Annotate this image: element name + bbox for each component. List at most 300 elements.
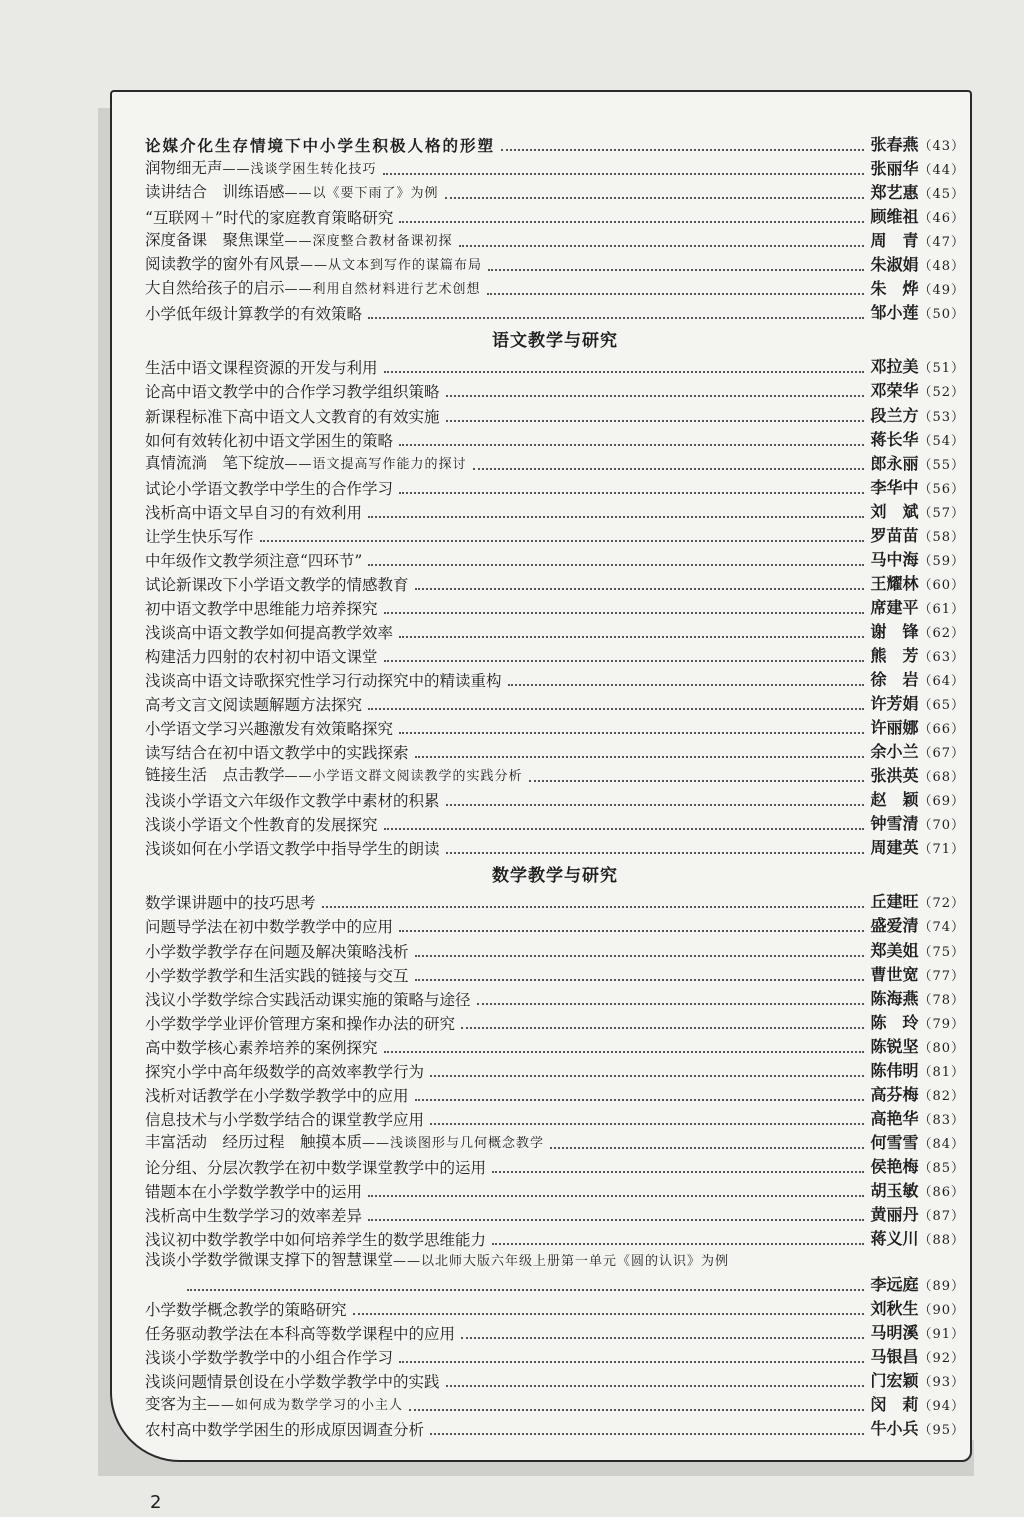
dot-leader — [384, 828, 865, 830]
entry-main-title: 论高中语文教学中的合作学习教学组织策略 — [145, 383, 440, 402]
entry-author — [870, 1062, 965, 1084]
entry-author — [870, 208, 965, 230]
entry-title — [145, 648, 378, 669]
toc-entry — [145, 915, 965, 939]
entry-author — [870, 1324, 965, 1346]
entry-page: （90） — [918, 1303, 965, 1319]
entry-author — [870, 791, 965, 813]
entry-page: （55） — [918, 457, 965, 473]
entry-page: （82） — [918, 1088, 965, 1104]
entry-main-title: 构建活力四射的农村初中语文课堂 — [145, 647, 378, 666]
entry-page: （81） — [918, 1064, 965, 1080]
entry-author — [870, 695, 965, 717]
dot-leader — [446, 420, 865, 422]
entry-author — [870, 407, 965, 429]
entry-page: （95） — [918, 1423, 965, 1439]
entry-author — [870, 551, 965, 573]
dot-leader — [445, 197, 865, 199]
dot-leader — [399, 732, 864, 734]
entry-author-name: 郑艺惠 — [870, 183, 919, 203]
entry-page: （91） — [918, 1327, 965, 1343]
entry-author-name: 马银昌 — [870, 1347, 919, 1367]
dot-leader — [446, 804, 865, 806]
entry-page: （58） — [918, 529, 965, 545]
toc-entry — [145, 1418, 965, 1442]
entry-author-name: 门宏颖 — [870, 1371, 919, 1391]
entry-page: （77） — [918, 968, 965, 984]
entry-title — [145, 894, 316, 915]
dot-leader — [446, 1385, 865, 1387]
entry-author-name: 侯艳梅 — [870, 1156, 919, 1176]
entry-title — [145, 1039, 378, 1060]
entry-subtitle: ——小学语文群文阅读教学的实践分析 — [284, 769, 523, 785]
dot-leader — [399, 1361, 864, 1363]
entry-author-name: 张丽华 — [870, 159, 919, 179]
entry-author-name: 王耀林 — [870, 573, 919, 593]
entry-author — [870, 527, 965, 549]
entry-author — [870, 479, 965, 501]
entry-page: （54） — [918, 433, 965, 449]
entry-author — [870, 990, 965, 1012]
entry-title — [145, 1349, 393, 1370]
entry-author-name: 曹世宽 — [870, 964, 919, 984]
entry-author-name: 闵 莉 — [870, 1395, 919, 1415]
entry-page: （44） — [918, 163, 965, 179]
dot-leader — [384, 660, 865, 662]
toc-entry — [145, 356, 965, 380]
entry-page: （80） — [918, 1040, 965, 1056]
dot-leader — [430, 1433, 864, 1435]
entry-main-title: 浅谈小学数学教学中的小组合作学习 — [145, 1349, 394, 1368]
entry-main-title: 小学语文学习兴趣激发有效策略探究 — [145, 720, 394, 739]
entry-page: （46） — [918, 211, 965, 227]
entry-author-name: 盛爱清 — [870, 916, 919, 936]
entry-main-title: 大自然给孩子的启示 — [145, 279, 285, 298]
entry-page: （63） — [918, 649, 965, 665]
toc-entry — [145, 1060, 965, 1084]
toc-entry — [145, 891, 965, 915]
toc-entry — [145, 1084, 965, 1108]
entry-title — [145, 840, 440, 861]
entry-page: （64） — [918, 674, 965, 690]
entry-author — [870, 503, 965, 525]
entry-main-title: 变客为主 — [145, 1395, 208, 1414]
toc-entry — [145, 813, 965, 837]
dot-leader — [415, 1099, 865, 1101]
entry-page: （65） — [918, 698, 965, 714]
entry-author-name: 蒋义川 — [870, 1229, 919, 1249]
toc-entry — [145, 182, 965, 206]
dot-leader — [384, 1051, 865, 1053]
entry-author — [870, 256, 965, 278]
dot-leader — [399, 636, 864, 638]
entry-title — [145, 305, 362, 326]
entry-main-title: 初中语文教学中思维能力培养探究 — [145, 599, 378, 618]
dot-leader — [368, 708, 864, 710]
entry-main-title: 生活中语文课程资源的开发与利用 — [145, 359, 378, 378]
entry-author — [870, 575, 965, 597]
entry-title — [145, 432, 393, 453]
entry-author — [870, 1206, 965, 1228]
dot-leader — [430, 1075, 864, 1077]
entry-page: （66） — [918, 722, 965, 738]
entry-author — [870, 160, 965, 182]
entry-title — [145, 383, 440, 404]
entry-author-name: 李华中 — [870, 477, 919, 497]
entry-page: （92） — [918, 1351, 965, 1367]
entry-author — [870, 893, 965, 915]
dot-leader — [384, 612, 865, 614]
dot-leader — [415, 979, 865, 981]
entry-page: （74） — [918, 920, 965, 936]
entry-author-name: 顾维祖 — [870, 207, 919, 227]
entry-title — [145, 1111, 424, 1132]
entry-author-name: 邹小莲 — [870, 303, 919, 323]
table-of-contents — [145, 134, 965, 1442]
entry-subtitle: ——深度整合教材备课初探 — [284, 234, 453, 250]
entry-title — [145, 231, 453, 254]
toc-entry — [145, 717, 965, 741]
entry-title — [145, 672, 502, 693]
toc-entry — [145, 789, 965, 813]
entry-author-name: 马明溪 — [870, 1323, 919, 1343]
entry-title — [145, 720, 393, 741]
entry-author — [870, 184, 965, 206]
entry-author — [870, 1230, 965, 1252]
entry-main-title: 小学数学教学存在问题及解决策略浅析 — [145, 942, 409, 961]
entry-title — [145, 209, 393, 230]
entry-title — [145, 1373, 440, 1394]
dot-leader — [492, 1171, 864, 1173]
entry-main-title: 浅析高中语文早自习的有效利用 — [145, 503, 363, 522]
entry-main-title: 信息技术与小学数学结合的课堂教学应用 — [145, 1110, 425, 1129]
entry-author-name: 谢 锋 — [870, 621, 919, 641]
entry-main-title: 浅析对话教学在小学数学教学中的应用 — [145, 1086, 409, 1105]
entry-author — [870, 966, 965, 988]
entry-title — [145, 1159, 486, 1180]
entry-author — [870, 1396, 965, 1418]
entry-author-name: 刘秋生 — [870, 1299, 919, 1319]
toc-entry — [145, 134, 965, 158]
entry-author-name: 蒋长华 — [870, 429, 919, 449]
toc-entry — [145, 302, 965, 326]
entry-author — [870, 599, 965, 621]
dot-leader — [508, 684, 865, 686]
entry-main-title: 浅谈高中语文教学如何提高教学效率 — [145, 623, 394, 642]
entry-page: （43） — [918, 139, 965, 155]
entry-main-title: 试论新课改下小学语文教学的情感教育 — [145, 575, 409, 594]
entry-subtitle: ——从文本到写作的谋篇布局 — [300, 258, 483, 274]
toc-entry — [145, 525, 965, 549]
entry-author-name: 徐 岩 — [870, 670, 919, 690]
entry-author — [870, 1110, 965, 1132]
entry-author — [870, 623, 965, 645]
entry-author-name: 罗苗苗 — [870, 525, 919, 545]
entry-main-title: 读写结合在初中语文教学中的实践探索 — [145, 744, 409, 763]
dot-leader — [368, 317, 864, 319]
entry-subtitle: ——如何成为数学学习的小主人 — [207, 1398, 404, 1414]
entry-page: （78） — [918, 992, 965, 1008]
toc-entry — [145, 477, 965, 501]
entry-main-title: 小学数学概念教学的策略研究 — [145, 1301, 347, 1320]
entry-subtitle: ——浅谈图形与几何概念教学 — [362, 1135, 545, 1151]
toc-entry — [145, 621, 965, 645]
entry-main-title: 高考文言文阅读题解题方法探究 — [145, 696, 363, 715]
dot-leader — [415, 756, 865, 758]
entry-subtitle: ——语文提高写作能力的探讨 — [284, 456, 467, 472]
entry-page: （51） — [918, 361, 965, 377]
entry-author-name: 郎永丽 — [870, 453, 919, 473]
entry-title — [145, 624, 393, 645]
entry-author-name: 胡玉敏 — [870, 1180, 919, 1200]
entry-page: （88） — [918, 1233, 965, 1249]
toc-entry — [145, 765, 965, 789]
entry-title — [145, 696, 362, 717]
entry-title — [145, 918, 393, 939]
dot-leader — [399, 444, 864, 446]
entry-author — [870, 280, 965, 302]
dot-leader — [384, 371, 865, 373]
entry-title — [145, 279, 481, 302]
entry-author-name: 郑美姐 — [870, 940, 919, 960]
toc-entry — [145, 1012, 965, 1036]
toc-entry — [145, 597, 965, 621]
entry-page: （49） — [918, 283, 965, 299]
dot-leader — [488, 269, 864, 271]
dot-leader — [461, 1027, 864, 1029]
entry-title — [145, 183, 439, 206]
entry-author-name: 牛小兵 — [870, 1419, 919, 1439]
entry-author — [870, 839, 965, 861]
entry-author — [870, 1038, 965, 1060]
entry-page: （50） — [918, 307, 965, 323]
entry-title — [145, 1231, 486, 1252]
entry-main-title: 试论小学语文教学中学生的合作学习 — [145, 479, 394, 498]
entry-author — [870, 815, 965, 837]
dot-leader — [415, 588, 865, 590]
entry-author-name: 朱淑娟 — [870, 255, 919, 275]
entry-main-title: 浅谈如何在小学语文教学中指导学生的朗读 — [145, 840, 440, 859]
toc-entry — [145, 429, 965, 453]
entry-author-name: 邓拉美 — [870, 357, 919, 377]
entry-title — [145, 967, 409, 988]
entry-author-name: 钟雪清 — [870, 814, 919, 834]
entry-author-name: 邓荣华 — [870, 381, 919, 401]
toc-entry — [145, 1180, 965, 1204]
entry-title — [145, 159, 377, 182]
entry-page: （53） — [918, 409, 965, 425]
entry-title — [145, 991, 471, 1012]
entry-author — [870, 358, 965, 380]
entry-page: （89） — [918, 1279, 965, 1295]
entry-title — [145, 943, 409, 964]
toc-entry — [145, 645, 965, 669]
entry-page: （75） — [918, 944, 965, 960]
entry-subtitle: ——以《要下雨了》为例 — [284, 186, 439, 202]
toc-entry — [145, 1322, 965, 1346]
entry-title — [145, 1395, 403, 1418]
entry-author-name: 刘 斌 — [870, 501, 919, 521]
entry-main-title: 浅议初中数学教学中如何培养学生的数学思维能力 — [145, 1231, 487, 1250]
entry-page: （94） — [918, 1399, 965, 1415]
entry-author — [870, 1182, 965, 1204]
entry-page: （59） — [918, 553, 965, 569]
toc-entry — [145, 1252, 965, 1274]
entry-author — [870, 455, 965, 477]
entry-subtitle: ——浅谈学困生转化技巧 — [222, 162, 377, 178]
toc-entry — [145, 669, 965, 693]
dot-leader — [368, 1195, 864, 1197]
entry-title — [145, 454, 467, 477]
entry-author — [870, 1276, 965, 1298]
entry-author-name: 周 青 — [870, 231, 919, 251]
entry-author-name: 段兰方 — [870, 405, 919, 425]
entry-title — [145, 552, 362, 573]
entry-author-name: 高艳华 — [870, 1108, 919, 1128]
entry-main-title: 浅议小学数学综合实践活动课实施的策略与途径 — [145, 990, 471, 1009]
entry-page: （70） — [918, 818, 965, 834]
entry-page: （45） — [918, 187, 965, 203]
entry-author-name: 何雪雪 — [870, 1132, 919, 1152]
entry-title — [145, 1301, 347, 1322]
entry-title — [145, 528, 254, 549]
entry-author-name: 李远庭 — [870, 1275, 919, 1295]
entry-subtitle: ——利用自然材料进行艺术创想 — [284, 282, 481, 298]
entry-page: （93） — [918, 1375, 965, 1391]
entry-title — [145, 480, 393, 501]
entry-page: （79） — [918, 1016, 965, 1032]
entry-author — [870, 382, 965, 404]
entry-author — [870, 1420, 965, 1442]
entry-author-name: 朱 烨 — [870, 279, 919, 299]
entry-author-name: 陈 玲 — [870, 1012, 919, 1032]
entry-main-title: 错题本在小学数学教学中的运用 — [145, 1182, 363, 1201]
entry-main-title: 问题导学法在初中数学教学中的应用 — [145, 918, 394, 937]
entry-author-name: 席建平 — [870, 597, 919, 617]
entry-page: （48） — [918, 259, 965, 275]
dot-leader — [473, 468, 865, 470]
dot-leader — [383, 173, 865, 175]
entry-main-title: 阅读教学的窗外有风景 — [145, 255, 301, 274]
entry-page: （52） — [918, 385, 965, 401]
toc-entry — [145, 939, 965, 963]
entry-page: （86） — [918, 1184, 965, 1200]
entry-title — [145, 816, 378, 837]
entry-author-name: 陈伟明 — [870, 1060, 919, 1080]
dot-leader — [260, 540, 865, 542]
toc-entry — [145, 158, 965, 182]
entry-main-title: 小学低年级计算教学的有效策略 — [145, 305, 363, 324]
toc-entry — [145, 964, 965, 988]
dot-leader — [529, 780, 865, 782]
entry-author — [870, 1014, 965, 1036]
entry-main-title: 链接生活 点击教学 — [145, 766, 285, 785]
entry-author — [870, 1348, 965, 1370]
entry-author — [870, 431, 965, 453]
toc-entry — [145, 1156, 965, 1180]
entry-title — [145, 504, 362, 525]
entry-author — [870, 1158, 965, 1180]
entry-title — [145, 137, 495, 158]
toc-entry — [145, 278, 965, 302]
entry-main-title: 浅谈问题情景创设在小学数学教学中的实践 — [145, 1373, 440, 1392]
toc-entry — [145, 206, 965, 230]
entry-main-title: 论媒介化生存情境下中小学生积极人格的形塑 — [145, 136, 496, 156]
entry-page: （47） — [918, 235, 965, 251]
section-heading: 数学教学与研究 — [492, 866, 618, 887]
dot-leader — [368, 1219, 864, 1221]
entry-title — [145, 408, 440, 429]
entry-main-title: 数学课讲题中的技巧思考 — [145, 894, 316, 913]
entry-main-title: 小学数学学业评价管理方案和操作办法的研究 — [145, 1014, 456, 1033]
entry-title — [145, 1015, 455, 1036]
toc-entry — [145, 1228, 965, 1252]
dot-leader — [487, 293, 865, 295]
entry-title — [145, 792, 440, 813]
entry-title — [145, 1183, 362, 1204]
entry-author-name: 周建英 — [870, 838, 919, 858]
entry-main-title: 润物细无声 — [145, 159, 223, 178]
entry-author — [870, 671, 965, 693]
entry-page: （72） — [918, 896, 965, 912]
entry-page: （56） — [918, 481, 965, 497]
entry-page: （69） — [918, 794, 965, 810]
toc-entry — [145, 404, 965, 428]
page-number: 2 — [150, 1492, 162, 1513]
entry-author — [870, 719, 965, 741]
dot-leader — [415, 955, 865, 957]
toc-entry — [145, 501, 965, 525]
entry-author-name: 许丽娜 — [870, 718, 919, 738]
toc-entry — [145, 1370, 965, 1394]
entry-author-name: 张春燕 — [870, 135, 919, 155]
entry-main-title: 让学生快乐写作 — [145, 527, 254, 546]
entry-page: （85） — [918, 1160, 965, 1176]
toc-entry — [145, 453, 965, 477]
entry-page: （57） — [918, 505, 965, 521]
entry-main-title: 浅谈高中语文诗歌探究性学习行动探究中的精读重构 — [145, 672, 502, 691]
entry-main-title: 浅谈小学语文个性教育的发展探究 — [145, 816, 378, 835]
entry-page: （87） — [918, 1209, 965, 1225]
dot-leader — [446, 395, 865, 397]
toc-entry — [145, 1394, 965, 1418]
entry-page: （60） — [918, 577, 965, 593]
entry-main-title: 任务驱动教学法在本科高等数学课程中的应用 — [145, 1325, 456, 1344]
entry-page: （61） — [918, 601, 965, 617]
entry-title — [145, 1325, 455, 1346]
entry-title — [145, 744, 409, 765]
dot-leader — [353, 1313, 865, 1315]
entry-main-title: 中年级作文教学须注意“四环节” — [145, 551, 363, 570]
entry-main-title: 浅谈小学数学微课支撑下的智慧课堂 — [145, 1251, 394, 1270]
entry-author — [870, 917, 965, 939]
entry-main-title: 高中数学核心素养培养的案例探究 — [145, 1038, 378, 1057]
entry-author — [870, 1300, 965, 1322]
entry-author — [870, 232, 965, 254]
entry-author — [870, 1134, 965, 1156]
entry-author — [870, 942, 965, 964]
dot-leader — [477, 1003, 865, 1005]
dot-leader — [409, 1409, 864, 1411]
entry-title — [145, 359, 378, 380]
entry-main-title: 农村高中数学学困生的形成原因调查分析 — [145, 1421, 425, 1440]
entry-page: （67） — [918, 746, 965, 762]
entry-main-title: 读讲结合 训练语感 — [145, 183, 285, 202]
entry-title — [145, 766, 523, 789]
entry-page: （62） — [918, 625, 965, 641]
dot-leader — [446, 852, 865, 854]
entry-author — [870, 767, 965, 789]
